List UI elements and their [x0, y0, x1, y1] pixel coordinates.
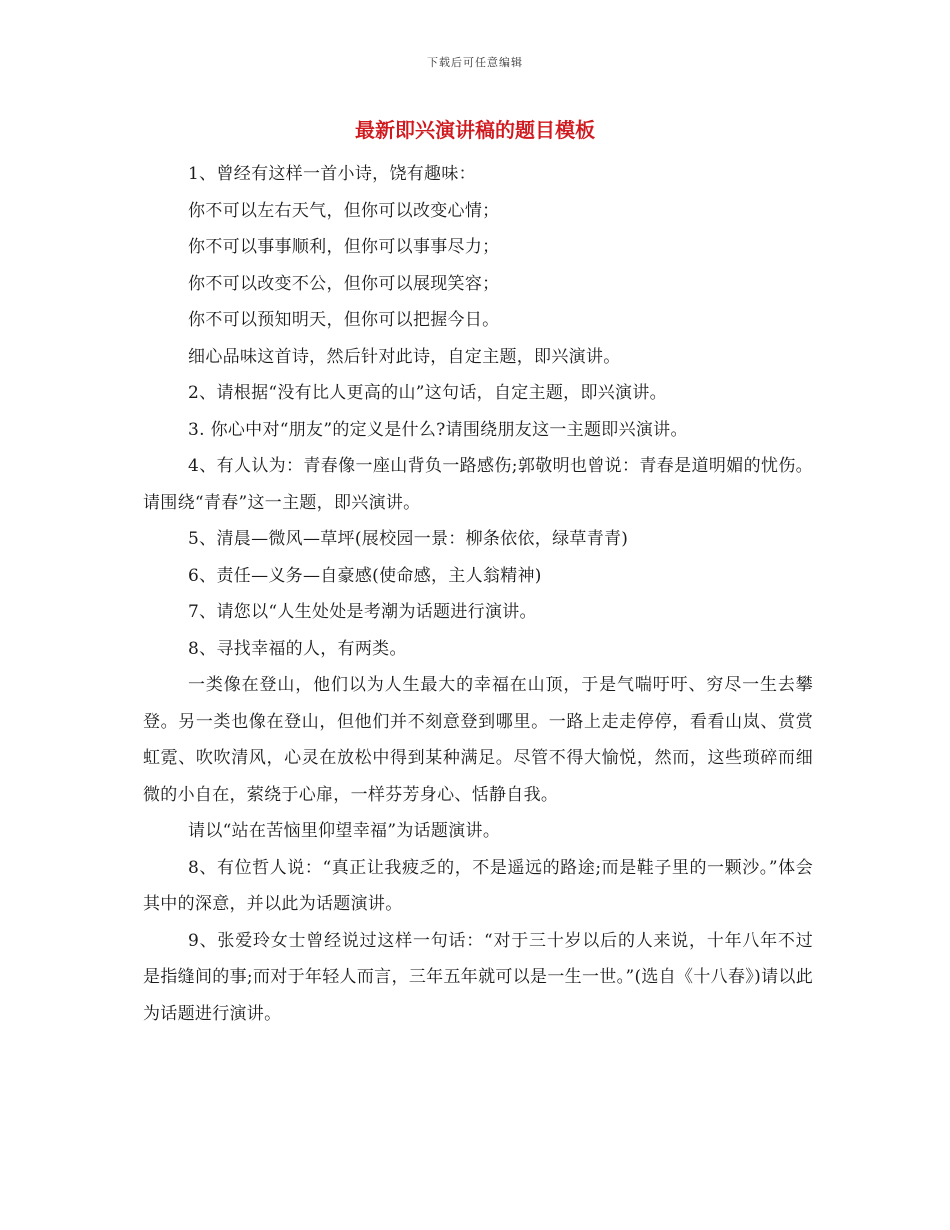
paragraph: 3. 你心中对“朋友”的定义是什么?请围绕朋友这一主题即兴演讲。 — [188, 419, 688, 440]
paragraph: 4、有人认为：青春像一座山背负一路感伤;郭敬明也曾说：青春是道明媚的忧伤。请围绕“青春”这一主题，即兴演讲。 — [143, 456, 813, 513]
paragraph: 5、清晨—微风—草坪(展校园一景：柳条依依，绿草青青) — [188, 529, 629, 549]
paragraph: 6、责任—义务—自豪感(使命感，主人翁精神) — [188, 565, 542, 586]
paragraph: 一类像在登山，他们以为人生最大的幸福在山顶，于是气喘吁吁、穷尽一生去攀登。另一类也像在登山，但他们并不刻意登到哪里。一路上走走停停，看看山岚、赏赏虹霓、吹吹清风，心灵在放松中得到某种满足。尽管不得大愉悦，然而，这些琐碎而细微的小自在，萦绕于心扉，一样芬芳身心、恬静自我。 — [143, 675, 813, 805]
header-note: 下载后可任意编辑 — [427, 56, 523, 69]
paragraph: 你不可以左右天气，但你可以改变心情； — [188, 200, 500, 221]
paragraph: 1、曾经有这样一首小诗，饶有趣味： — [188, 164, 476, 184]
paragraph: 细心品味这首诗，然后针对此诗，自定主题，即兴演讲。 — [188, 346, 621, 367]
document-title: 最新即兴演讲稿的题目模板 — [355, 118, 595, 142]
paragraph: 你不可以预知明天，但你可以把握今日。 — [188, 310, 500, 330]
paragraph: 你不可以事事顺利，但你可以事事尽力； — [188, 237, 500, 257]
paragraph: 9、张爱玲女士曾经说过这样一句话：“对于三十岁以后的人来说，十年八年不过是指缝间的事;而对于年轻人而言，三年五年就可以是一生一世。”(选自《十八春》)请以此为话题进行演讲。 — [143, 930, 813, 1024]
paragraph: 7、请您以“人生处处是考潮为话题进行演讲。 — [188, 602, 537, 622]
paragraph: 2、请根据“没有比人更高的山”这句话，自定主题，即兴演讲。 — [188, 383, 667, 403]
paragraph: 8、寻找幸福的人，有两类。 — [188, 638, 407, 659]
paragraph: 8、有位哲人说：“真正让我疲乏的，不是遥远的路途;而是鞋子里的一颗沙。”体会其中的深意，并以此为话题演讲。 — [143, 857, 813, 914]
paragraph: 你不可以改变不公，但你可以展现笑容； — [188, 273, 500, 294]
document-body — [143, 156, 813, 1032]
paragraph: 请以“站在苦恼里仰望幸福”为话题演讲。 — [188, 821, 501, 841]
